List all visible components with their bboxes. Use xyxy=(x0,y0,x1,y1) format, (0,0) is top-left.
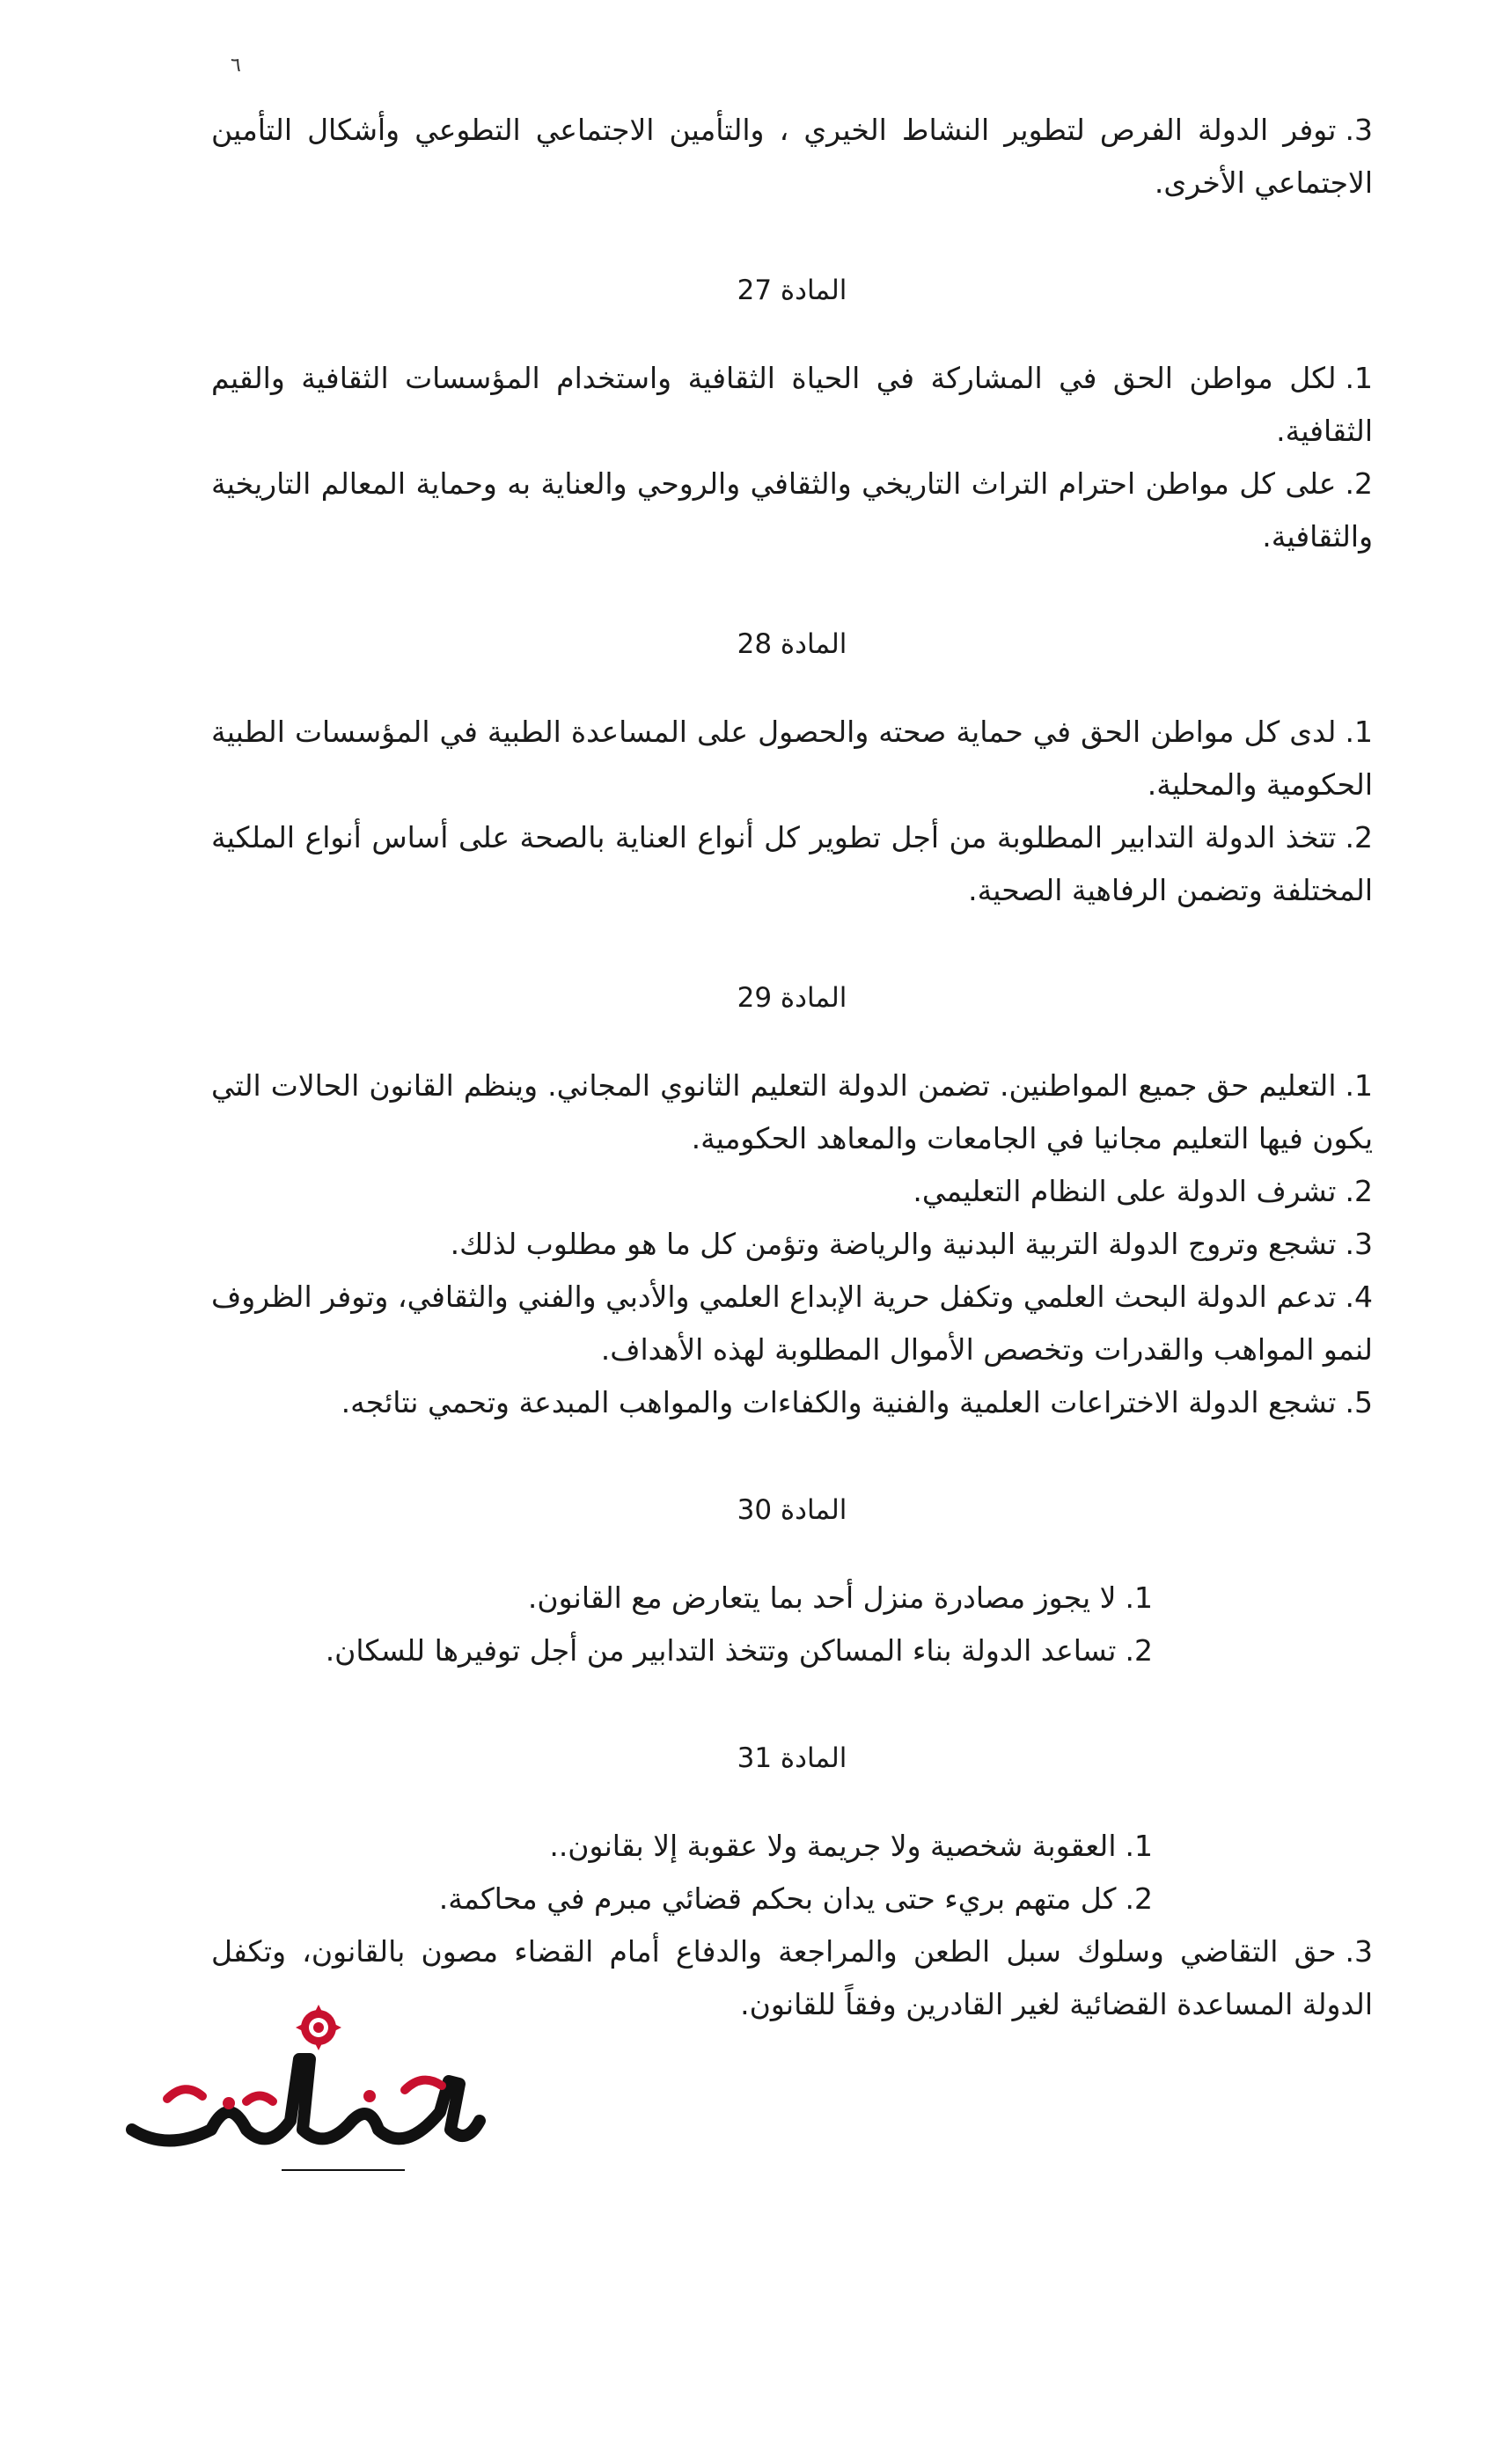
paragraph-31-1: 1.العقوبة شخصية ولا جريمة ولا عقوبة إلا بقانون.. xyxy=(549,1829,1153,1863)
paragraph-28-2: 2.تتخذ الدولة التدابير المطلوبة من أجل تطوير كل أنواع العناية بالصحة على أساس أنواع الملكية المختلفة وتضمن الرفاهية الصحية. xyxy=(211,820,1373,907)
zaman-alwasl-logo xyxy=(114,1998,493,2191)
document-body xyxy=(211,104,1373,2031)
page-mark: ٦ xyxy=(231,55,241,77)
paragraph-29-3: 3.تشجع وتروج الدولة التربية البدنية والرياضة وتؤمن كل ما هو مطلوب لذلك. xyxy=(450,1227,1373,1261)
paragraph-29-1: 1.التعليم حق جميع المواطنين. تضمن الدولة التعليم الثانوي المجاني. وينظم القانون الحالات التي يكون فيها التعليم مجانيا في الجامعات والمعاهد الحكومية. xyxy=(211,1068,1373,1155)
paragraph-29-2: 2.تشرف الدولة على النظام التعليمي. xyxy=(913,1174,1373,1208)
article-31-heading: المادة 31 xyxy=(737,1742,847,1774)
paragraph-27-2: 2.على كل مواطن احترام التراث التاريخي والثقافي والروحي والعناية به وحماية المعالم التاريخية والثقافية. xyxy=(211,466,1373,554)
paragraph-26-3: 3.توفر الدولة الفرص لتطوير النشاط الخيري ، والتأمين الاجتماعي التطوعي وأشكال التأمين الاجتماعي الأخرى. xyxy=(211,113,1373,200)
article-30-heading: المادة 30 xyxy=(737,1494,847,1526)
paragraph-29-5: 5.تشجع الدولة الاختراعات العلمية والفنية والكفاءات والمواهب المبدعة وتحمي نتائجه. xyxy=(341,1385,1373,1419)
logo-rosette-icon xyxy=(296,2005,341,2050)
paragraph-31-3: 3.حق التقاضي وسلوك سبل الطعن والمراجعة والدفاع أمام القضاء مصون بالقانون، وتكفل الدولة المساعدة القضائية لغير القادرين وفقاً للقانون. xyxy=(211,1934,1373,2021)
paragraph-30-2: 2.تساعد الدولة بناء المساكن وتتخذ التدابير من أجل توفيرها للسكان. xyxy=(325,1633,1153,1668)
article-27-heading: المادة 27 xyxy=(737,275,847,306)
paragraph-31-2: 2.كل متهم بريء حتى يدان بحكم قضائي مبرم في محاكمة. xyxy=(438,1881,1153,1916)
paragraph-27-1: 1.لكل مواطن الحق في المشاركة في الحياة الثقافية واستخدام المؤسسات الثقافية والقيم الثقافية. xyxy=(211,361,1373,448)
article-29-heading: المادة 29 xyxy=(737,982,847,1014)
article-28-heading: المادة 28 xyxy=(737,628,847,660)
paragraph-29-4: 4.تدعم الدولة البحث العلمي وتكفل حرية الإبداع العلمي والأدبي والفني والثقافي، وتوفر الظروف لنمو المواهب والقدرات وتخصص الأموال المطلوبة لهذه الأهداف. xyxy=(211,1280,1373,1367)
logo-calligraphy xyxy=(132,2059,480,2141)
paragraph-28-1: 1.لدى كل مواطن الحق في حماية صحته والحصول على المساعدة الطبية في المؤسسات الطبية الحكومية والمحلية. xyxy=(211,715,1373,802)
paragraph-30-1: 1.لا يجوز مصادرة منزل أحد بما يتعارض مع القانون. xyxy=(527,1580,1153,1615)
